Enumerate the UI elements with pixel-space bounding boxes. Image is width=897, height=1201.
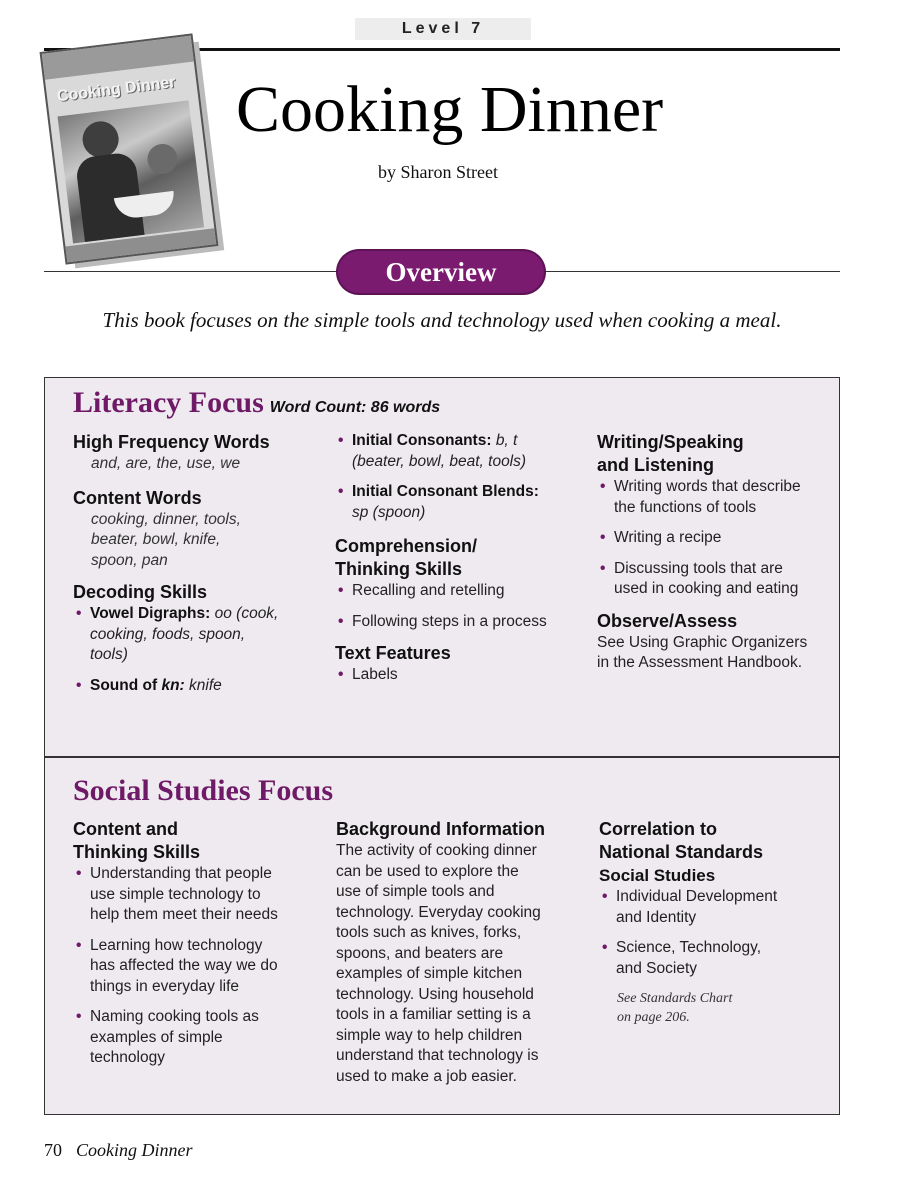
content-thinking-line: examples of simple (90, 1028, 223, 1046)
social-col-2 (336, 818, 591, 1087)
correlation-heading: Correlation to (599, 819, 718, 839)
comprehension-heading: Comprehension/ (335, 536, 478, 556)
level-tag: Level 7 (355, 18, 531, 40)
comprehension-heading: Thinking Skills (335, 559, 463, 579)
writing-item (597, 559, 837, 600)
hfw-list: and, are, the, use, we (91, 455, 241, 472)
overview-badge: Overview (338, 251, 544, 293)
writing-heading: and Listening (597, 455, 714, 475)
background-heading: Background Information (336, 819, 546, 839)
cover-band (42, 36, 194, 80)
decoding-heading: Decoding Skills (73, 582, 208, 602)
social-col-1 (73, 818, 328, 1069)
background-line: examples of simple kitchen (336, 965, 523, 982)
literacy-col-1 (73, 431, 323, 696)
content-thinking-line: has affected the way we do (90, 957, 278, 974)
sound-kn-label: Sound of (90, 676, 162, 694)
background-line: use of simple tools and (336, 883, 495, 900)
social-col-3 (599, 818, 834, 1027)
vowel-digraphs-line: oo (cook, (214, 605, 279, 622)
content-thinking-line: Understanding that people (90, 865, 272, 882)
initial-blends-label: Initial Consonant Blends: (352, 483, 539, 500)
initial-blends-line: sp (spoon) (352, 503, 426, 521)
literacy-focus-heading: Literacy Focus (73, 386, 264, 419)
content-thinking-item (73, 864, 328, 926)
word-count: Word Count: 86 words (269, 399, 441, 416)
literacy-col-3 (597, 431, 837, 674)
hfw-heading: High Frequency Words (73, 432, 270, 452)
standard-line: and Identity (616, 908, 697, 926)
social-studies-subheading: Social Studies (599, 866, 716, 885)
footer-title: Cooking Dinner (76, 1140, 193, 1160)
standard-line: Science, Technology, (616, 939, 762, 956)
standards-chart-note: on page 206. (617, 1010, 690, 1025)
writing-line: Discussing tools that are (614, 559, 783, 577)
standard-line: Individual Development (616, 888, 778, 905)
sound-kn-word: knife (189, 676, 222, 694)
overview-text: This book focuses on the simple tools and technology used when cooking a meal. (102, 308, 782, 332)
standards-chart-note: See Standards Chart (617, 991, 733, 1006)
page-title: Cooking Dinner (236, 73, 664, 146)
overview-rule-right (544, 271, 840, 272)
standard-line: and Society (616, 959, 697, 977)
content-thinking-line: things in everyday life (90, 977, 240, 995)
content-thinking-line: Naming cooking tools as (90, 1008, 259, 1025)
content-thinking-item (73, 1007, 328, 1069)
content-thinking-heading: Content and (73, 819, 178, 839)
background-line: The activity of cooking dinner (336, 842, 537, 859)
content-thinking-heading: Thinking Skills (73, 842, 201, 862)
text-features-heading: Text Features (335, 643, 451, 663)
writing-heading: Writing/Speaking (597, 432, 744, 452)
overview-rule-left (44, 271, 340, 272)
observe-heading: Observe/Assess (597, 610, 738, 631)
initial-consonants-line: b, t (495, 432, 518, 449)
writing-line: used in cooking and eating (614, 580, 799, 597)
writing-item: • Writing a recipe (597, 528, 837, 549)
sound-kn-item (73, 676, 323, 697)
observe-line: See Using Graphic Organizers (597, 633, 808, 651)
sound-kn-em: kn: (161, 676, 185, 694)
cover-photo (58, 100, 205, 243)
initial-consonants-item (335, 431, 585, 472)
cover-title: Cooking Dinner (56, 73, 177, 106)
content-word-line: cooking, dinner, tools, (91, 510, 241, 528)
content-word-line: spoon, pan (91, 551, 168, 569)
writing-line: Writing words that describe (614, 478, 801, 495)
observe-line: in the Assessment Handbook. (597, 654, 803, 671)
comprehension-item: • Following steps in a process (335, 612, 585, 633)
background-line: used to make a job easier. (336, 1067, 517, 1085)
byline: by Sharon Street (378, 162, 498, 182)
cover-figure-child (146, 142, 179, 175)
vowel-digraphs-line: tools) (90, 646, 128, 663)
background-line: simple way to help children (336, 1026, 523, 1044)
content-thinking-line: use simple technology to (90, 885, 261, 903)
social-studies-focus-title: Social Studies Focus (73, 774, 334, 807)
literacy-focus-box (44, 377, 840, 757)
content-word-line: beater, bowl, knife, (91, 531, 221, 548)
content-thinking-line: Learning how technology (90, 936, 263, 954)
standard-item (599, 887, 834, 928)
background-line: technology. Everyday cooking (336, 903, 541, 921)
correlation-heading: National Standards (599, 842, 764, 862)
standard-item (599, 938, 834, 979)
vowel-digraphs-item (73, 604, 323, 666)
book-cover-image (40, 33, 219, 264)
initial-consonants-line: (beater, bowl, beat, tools) (352, 452, 527, 470)
page-footer (44, 1140, 193, 1161)
content-thinking-line: technology (90, 1049, 165, 1066)
social-studies-focus-box (44, 757, 840, 1115)
literacy-col-2 (335, 431, 585, 686)
background-line: can be used to explore the (336, 862, 519, 880)
comprehension-item: • Recalling and retelling (335, 581, 585, 602)
vowel-digraphs-line: cooking, foods, spoon, (90, 625, 246, 643)
content-words-heading: Content Words (73, 487, 202, 508)
writing-item (597, 477, 837, 518)
initial-consonants-label: Initial Consonants: (352, 432, 492, 449)
vowel-digraphs-label: Vowel Digraphs: (90, 605, 211, 622)
content-thinking-line: help them meet their needs (90, 906, 278, 923)
literacy-focus-title (73, 386, 440, 420)
page-number: 70 (44, 1140, 62, 1160)
writing-line: the functions of tools (614, 498, 757, 516)
background-line: technology. Using household (336, 985, 534, 1003)
content-thinking-item (73, 936, 328, 998)
background-line: tools such as knives, forks, (336, 924, 522, 941)
background-line: spoons, and beaters are (336, 944, 504, 962)
background-line: tools in a familiar setting is a (336, 1006, 531, 1023)
background-line: understand that technology is (336, 1047, 539, 1064)
text-features-item: • Labels (335, 665, 585, 686)
initial-blends-item (335, 482, 585, 523)
